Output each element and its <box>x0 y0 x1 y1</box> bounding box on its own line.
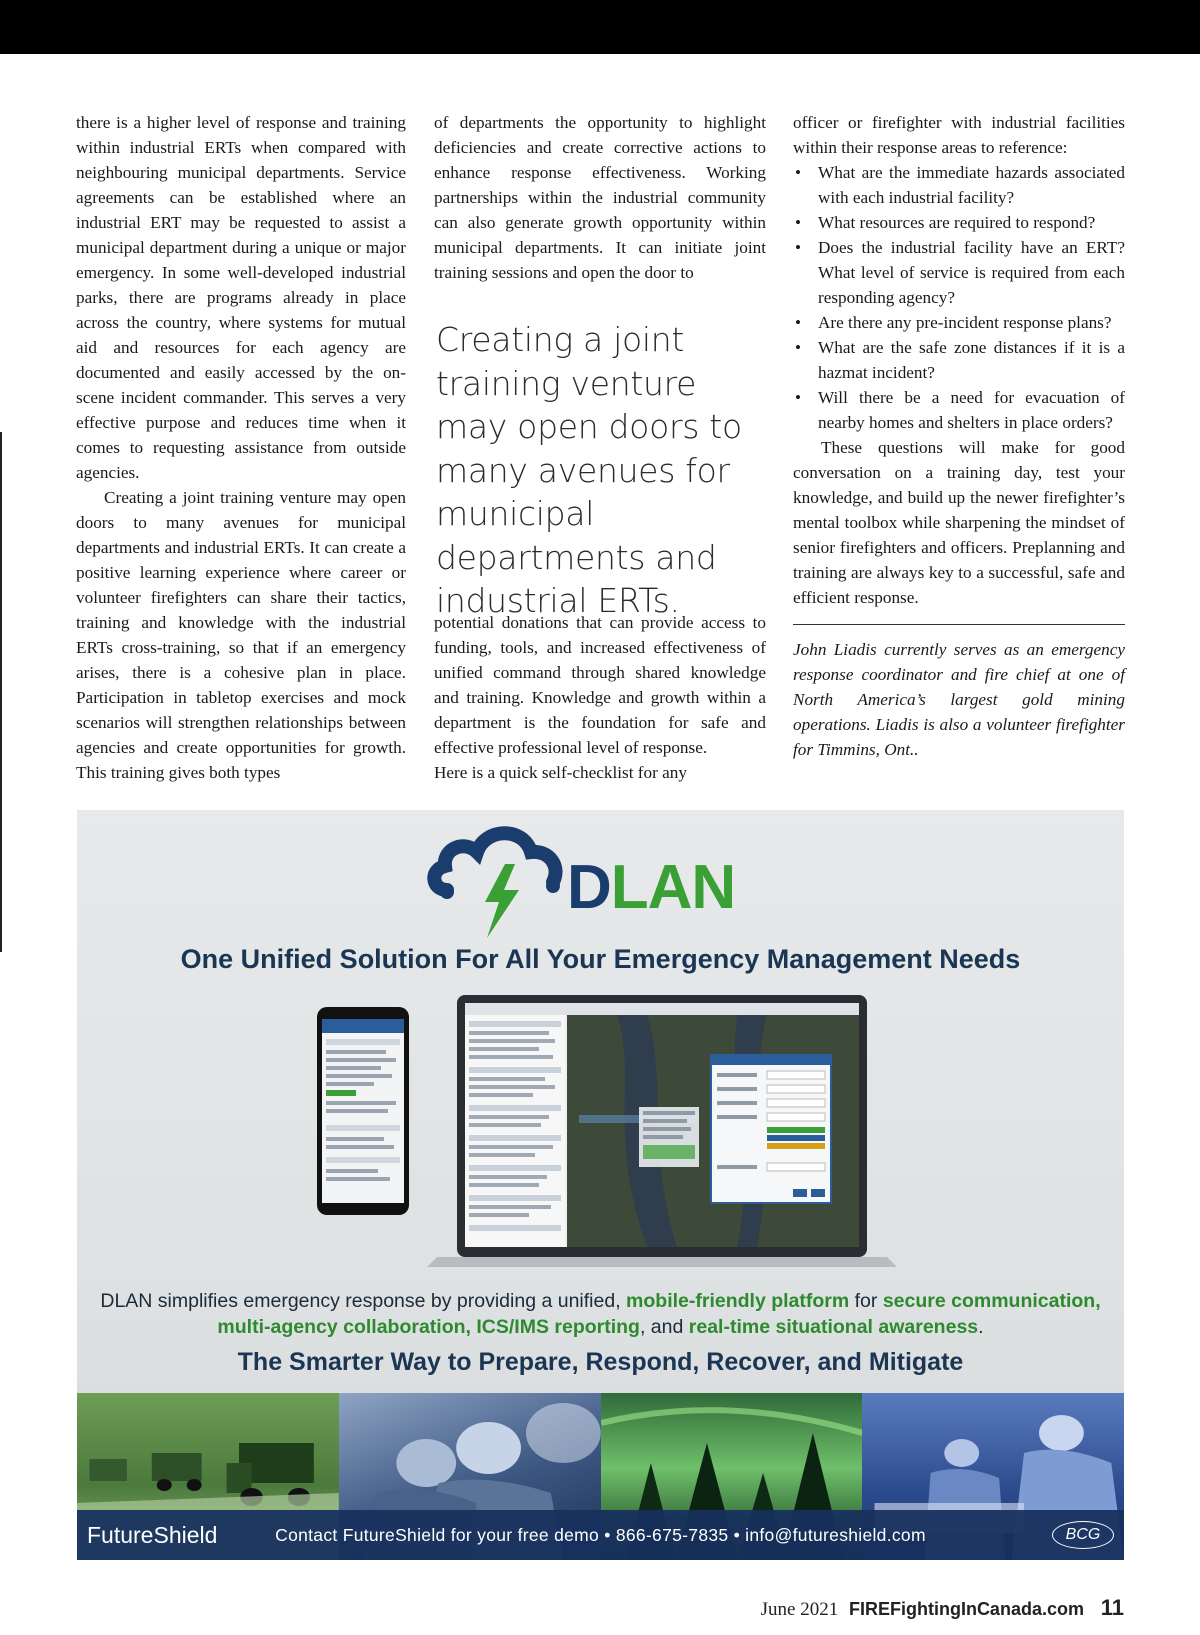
col3-closing: These questions will make for good conversation on a training day, test your knowledge, and build up the newer firefighter’s mental toolbox while sharpening the mindset of senior firefighters and officers. Preplanning and training are always key to a successful, safe and efficient response. <box>793 438 1125 607</box>
list-item: • Are there any pre-incident response plans? <box>793 310 1125 335</box>
device-mockup-illustration <box>317 995 907 1270</box>
col1-paragraph-2: Creating a joint training venture may open doors to many avenues for municipal departments and industrial ERTs. It can create a positive learning experience where career or volunteer firefighters can share their tactics, training and knowledge with the industrial ERTs cross-training, so that if an emergency arises, there is a cohesive plan in place. Participation in tabletop exercises and mock scenarios will strengthen relationships between agencies and create opportunities for growth. This training gives both types <box>76 488 406 782</box>
top-black-bar <box>0 0 1200 54</box>
article-column-3 <box>793 110 1125 610</box>
author-bio: John Liadis currently serves as an emergency response coordinator and fire chief at one of North America’s largest gold mining operations. Liadis is also a volunteer firefighter for Timmins, Ont.. <box>793 640 1125 759</box>
pull-quote: Creating a joint training venture may open doors to many avenues for municipal departments and industrial ERTs. <box>436 320 742 620</box>
magazine-website[interactable]: FIREFightingInCanada.com <box>848 1599 1084 1619</box>
contact-info[interactable]: Contact FutureShield for your free demo • 866-675-7835 • info@futureshield.com <box>275 1525 926 1545</box>
dlan-advertisement[interactable] <box>77 810 1124 1560</box>
page-footer <box>761 1595 1124 1621</box>
ad-tagline: The Smarter Way to Prepare, Respond, Recover, and Mitigate <box>237 1348 964 1376</box>
futureshield-logo: FutureShield <box>87 1522 218 1548</box>
list-item: • Does the industrial facility have an ERT?What level of service is required from each responding agency? <box>793 235 1125 310</box>
list-item: • What are the safe zone distances if it is a hazmat incident? <box>793 335 1125 385</box>
col2-paragraph-bottom-2: Here is a quick self-checklist for any <box>434 763 687 782</box>
list-item: • Will there be a need for evacuation of nearby homes and shelters in place orders? <box>793 385 1125 435</box>
bio-divider <box>793 624 1125 625</box>
article-column-2 <box>434 110 766 285</box>
list-item: • What resources are required to respond? <box>793 210 1125 235</box>
ad-contact-bar <box>77 1510 1124 1560</box>
ad-description: DLAN simplifies emergency response by providing a unified, mobile-friendly platform for secure communication, multi-agency collaboration, ICS/IMS reporting, and real-time situational awareness. <box>100 1290 1101 1338</box>
issue-date: June 2021 <box>760 1599 839 1620</box>
col2-paragraph-top: of departments the opportunity to highlight deficiencies and create corrective actions to enhance response effectiveness. Working partnerships within the industrial community can also generate growth opportunity within municipal departments. It can initiate joint training sessions and open the door to <box>434 113 766 282</box>
dlan-logo <box>427 820 787 950</box>
self-checklist <box>793 160 1125 435</box>
col2-paragraph-bottom-1: potential donations that can provide access to funding, tools, and increased effectiveness of unified command through shared knowledge and training. Knowledge and growth within a department is the foundation for safe and effective professional level of response. <box>434 613 766 757</box>
page-number: 11 <box>1100 1595 1124 1620</box>
bcg-logo: BCG <box>1052 1521 1114 1549</box>
cloud-lightning-icon <box>427 820 567 950</box>
article-column-1 <box>76 110 406 785</box>
col1-paragraph-1: there is a higher level of response and training within industrial ERTs when compared with neighbouring municipal departments. Service agreements can be established where an industrial ERT may be requested to assist a municipal department during a unique or major emergency. In some well-developed industrial parks, there are programs already in place across the country, where systems for mutual aid and resources for each agency are documented and easily accessed by the on-scene incident commander. This serves a very effective purpose and reduces time when it comes to requesting assistance from outside agencies. <box>76 113 406 482</box>
article-column-2-bottom <box>434 610 766 785</box>
page-edge-mark <box>0 432 2 952</box>
dlan-wordmark: DLAN <box>567 853 736 922</box>
col3-intro: officer or firefighter with industrial facilities within their response areas to reference: <box>793 113 1125 157</box>
ad-headline: One Unified Solution For All Your Emergency Management Needs <box>180 944 1021 974</box>
list-item: • What are the immediate hazards associated with each industrial facility? <box>793 160 1125 210</box>
